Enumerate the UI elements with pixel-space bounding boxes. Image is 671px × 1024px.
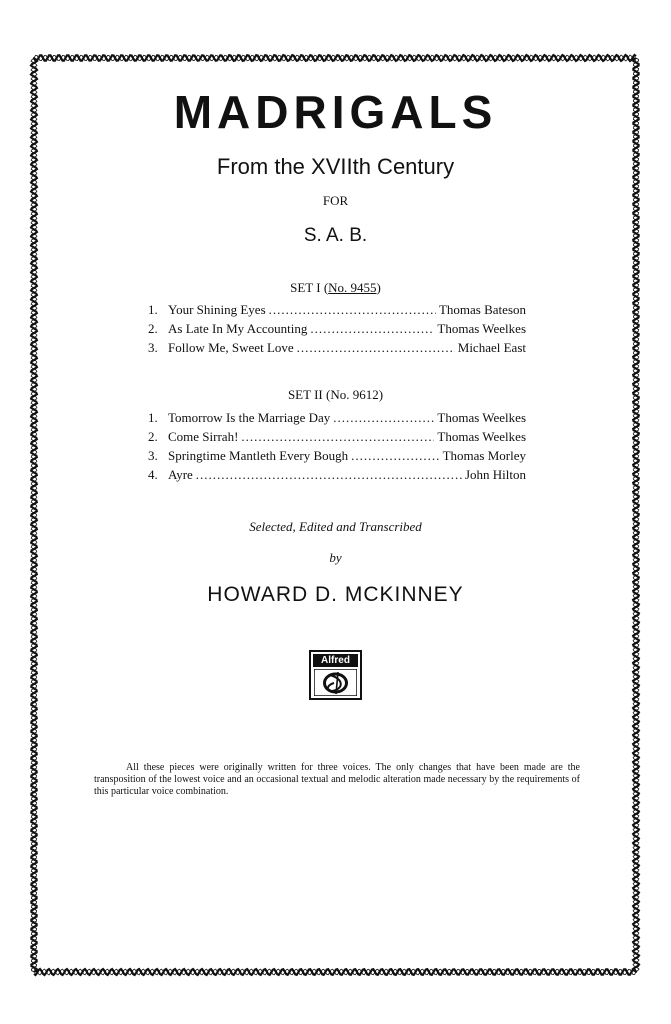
item-number: 4.	[148, 467, 158, 482]
list-item	[148, 446, 526, 465]
set-1-heading-suffix: )	[376, 280, 381, 295]
dot-leader	[297, 338, 455, 357]
set-1-heading	[0, 280, 671, 296]
item-number: 3.	[148, 340, 158, 355]
voicing: S. A. B.	[303, 225, 368, 246]
credit-line: Selected, Edited and Transcribed	[249, 519, 422, 534]
dot-leader	[196, 465, 462, 484]
composer-name: Thomas Weelkes	[437, 429, 526, 444]
set-1-heading-prefix: SET I (	[290, 280, 329, 295]
composer-name: Michael East	[457, 340, 526, 355]
item-number: 1.	[148, 302, 158, 317]
piece-title: As Late In My Accounting	[168, 321, 308, 336]
composer-name: Thomas Morley	[442, 448, 526, 463]
composer-name: Thomas Bateson	[438, 302, 526, 317]
list-item	[148, 465, 526, 484]
set-2-catalog-number: No. 9612	[330, 387, 379, 402]
dot-leader	[351, 446, 439, 465]
piece-title: Come Sirrah!	[168, 429, 239, 444]
piece-title: Ayre	[168, 467, 193, 482]
dot-leader	[269, 300, 436, 319]
composer-name: Thomas Weelkes	[437, 410, 526, 425]
item-number: 2.	[148, 429, 158, 444]
page-title: MADRIGALS	[173, 86, 498, 138]
set-2-heading-prefix: SET II (	[287, 387, 331, 402]
set-1-list	[148, 300, 526, 357]
item-number: 3.	[148, 448, 158, 463]
for-label: FOR	[322, 193, 349, 208]
treble-clef-emblem-icon	[314, 669, 357, 696]
set-1-catalog-number: No. 9455	[328, 280, 377, 295]
list-item	[148, 300, 526, 319]
set-2-heading	[0, 387, 671, 403]
dot-leader	[310, 319, 434, 338]
piece-title: Your Shining Eyes	[168, 302, 266, 317]
set-2-list	[148, 408, 526, 484]
editor-name: HOWARD D. MCKINNEY	[207, 583, 464, 606]
dot-leader	[333, 408, 434, 427]
publisher-logo	[309, 650, 362, 700]
logo-banner	[313, 654, 358, 667]
list-item	[148, 408, 526, 427]
item-number: 2.	[148, 321, 158, 336]
composer-name: Thomas Weelkes	[437, 321, 526, 336]
item-number: 1.	[148, 410, 158, 425]
editorial-note: All these pieces were originally written for three voices. The only changes that have been made are the transposition of the lowest voice and an occasional textual and melodic alteration made necessary by the requirements of this particular voice combination.	[94, 762, 580, 797]
list-item	[148, 319, 526, 338]
list-item	[148, 427, 526, 446]
composer-name: John Hilton	[464, 467, 526, 482]
logo-wordmark: Alfred	[321, 655, 350, 666]
piece-title: Tomorrow Is the Marriage Day	[168, 410, 331, 425]
by-line: by	[329, 550, 342, 565]
set-2-heading-suffix: )	[378, 387, 384, 402]
subtitle: From the XVIIth Century	[216, 154, 455, 179]
piece-title: Follow Me, Sweet Love	[168, 340, 294, 355]
list-item	[148, 338, 526, 357]
dot-leader	[241, 427, 434, 446]
piece-title: Springtime Mantleth Every Bough	[168, 448, 349, 463]
